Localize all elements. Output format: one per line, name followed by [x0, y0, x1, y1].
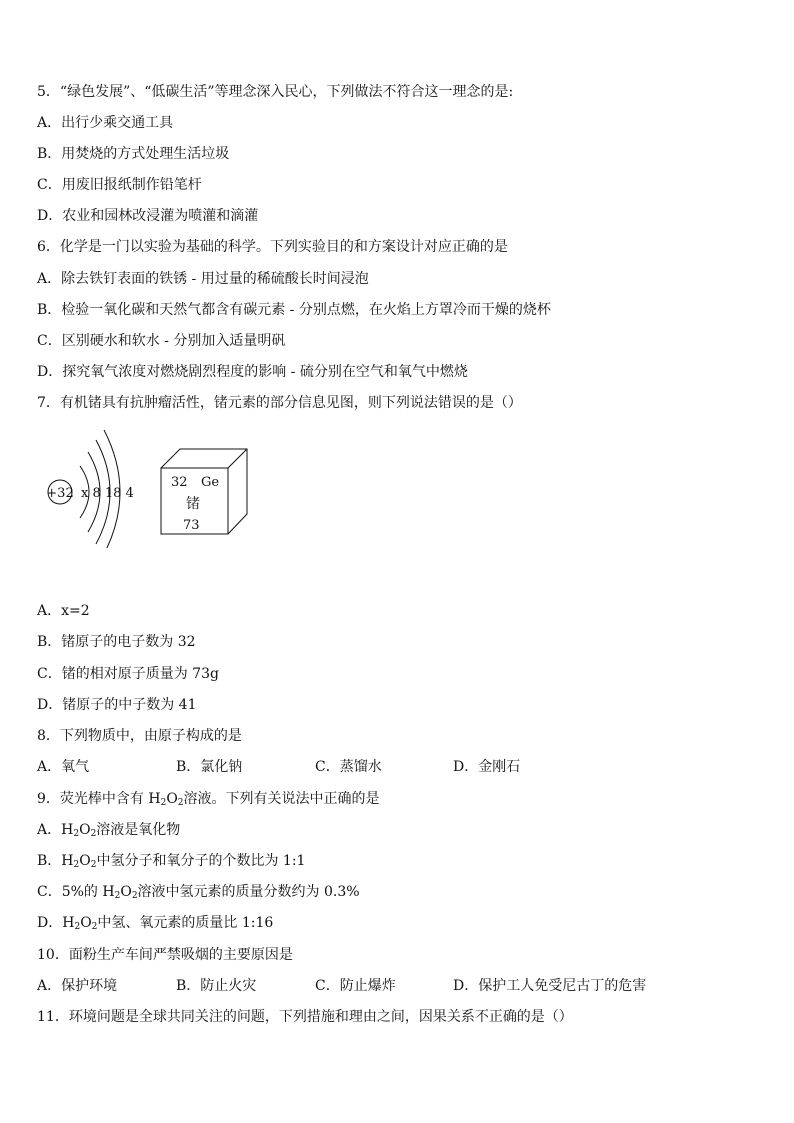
question-9-stem [37, 790, 380, 808]
formula-h: H [62, 915, 75, 931]
question-8-option-d: D．金刚石 [453, 759, 521, 775]
formula-sub: 2 [90, 829, 97, 839]
question-5-stem: 5．“绿色发展”、“低碳生活”等理念深入民心，下列做法不符合这一理念的是: [37, 84, 514, 100]
formula-o: O [79, 822, 91, 838]
question-9-option-c [37, 883, 360, 901]
option-text: 溶液是氧化物 [96, 822, 181, 838]
question-5-option-a: A．出行少乘交通工具 [37, 115, 174, 131]
formula-h: H [61, 853, 74, 869]
formula-sub: 2 [73, 829, 80, 839]
element-cube [161, 449, 247, 534]
question-6-option-c: C．区别硬水和软水 - 分别加入适量明矾 [37, 333, 286, 349]
question-5-option-d: D．农业和园林改浸灌为喷灌和滴灌 [37, 208, 259, 224]
question-10-option-c: C．防止爆炸 [315, 978, 396, 994]
formula-sub: 2 [73, 860, 80, 870]
question-9-option-a [37, 821, 180, 839]
question-7-stem: 7．有机锗具有抗肿瘤活性，锗元素的部分信息见图，则下列说法错误的是（） [37, 395, 522, 411]
question-7-option-c: C．锗的相对原子质量为 73g [37, 666, 219, 682]
atomic-mass: 73 [183, 518, 200, 533]
question-8-option-b: B．氯化钠 [176, 759, 243, 775]
question-9-stem-mid: O [166, 791, 178, 807]
nucleus-charge: +32 [46, 486, 74, 501]
formula-sub: 2 [90, 860, 97, 870]
question-9-stem-sub-2: 2 [177, 798, 184, 808]
atomic-number: 32 [171, 475, 188, 490]
question-7-option-b: B．锗原子的电子数为 32 [37, 634, 196, 650]
question-9-stem-post: 溶液。下列有关说法中正确的是 [183, 791, 380, 807]
question-6-stem: 6．化学是一门以实验为基础的科学。下列实验目的和方案设计对应正确的是 [37, 239, 508, 255]
question-7-option-d: D．锗原子的中子数为 41 [37, 697, 197, 713]
question-10-option-d: D．保护工人免受尼古丁的危害 [453, 978, 647, 994]
question-6-option-d: D．探究氧气浓度对燃烧剧烈程度的影响 - 硫分别在空气和氧气中燃烧 [37, 364, 468, 380]
formula-h: H [61, 822, 74, 838]
formula-sub: 2 [131, 891, 138, 901]
question-10-option-a: A．保护环境 [37, 978, 118, 994]
formula-sub: 2 [114, 891, 121, 901]
question-5-option-b: B．用焚烧的方式处理生活垃圾 [37, 146, 230, 162]
option-label: B． [37, 853, 62, 869]
question-11-stem: 11．环境问题是全球共同关注的问题，下列措施和理由之间，因果关系不正确的是（） [37, 1009, 573, 1025]
atom-structure-diagram [46, 430, 134, 548]
option-text: 中氢、氧元素的质量比 1:16 [97, 915, 274, 931]
cube-edges [161, 449, 247, 534]
formula-h: H [102, 884, 115, 900]
formula-o: O [80, 915, 92, 931]
question-9-option-d [37, 914, 273, 932]
formula-sub: 2 [91, 922, 98, 932]
option-label: C．5%的 [37, 884, 103, 900]
option-text: 中氢分子和氧分子的个数比为 1:1 [96, 853, 306, 869]
germanium-diagram-svg [40, 428, 260, 548]
question-6-option-b: B．检验一氧化碳和天然气都含有碳元素 - 分别点燃，在火焰上方罩冷而干燥的烧杯 [37, 302, 551, 318]
germanium-diagram [40, 428, 260, 548]
question-8-stem: 8．下列物质中，由原子构成的是 [37, 728, 242, 744]
question-8-option-a: A．氧气 [37, 759, 90, 775]
formula-o: O [120, 884, 132, 900]
question-9-stem-pre: 9．荧光棒中含有 H [37, 791, 161, 807]
question-7-option-a: A．x=2 [37, 603, 90, 619]
question-9-stem-sub-1: 2 [160, 798, 167, 808]
question-6-option-a: A．除去铁钉表面的铁锈 - 用过量的稀硫酸长时间浸泡 [37, 271, 369, 287]
option-text: 溶液中氢元素的质量分数约为 0.3% [137, 884, 360, 900]
question-5-option-c: C．用废旧报纸制作铅笔杆 [37, 177, 202, 193]
formula-sub: 2 [74, 922, 81, 932]
formula-o: O [79, 853, 91, 869]
element-name: 锗 [186, 496, 200, 512]
element-symbol: Ge [201, 475, 220, 490]
question-8-option-c: C．蒸馏水 [315, 759, 382, 775]
option-label: A． [37, 822, 62, 838]
electron-counts: x 8 18 4 [81, 486, 134, 501]
option-label: D． [37, 915, 63, 931]
question-10-stem: 10．面粉生产车间严禁吸烟的主要原因是 [37, 947, 293, 963]
question-9-option-b [37, 852, 305, 870]
question-10-option-b: B．防止火灾 [176, 978, 257, 994]
